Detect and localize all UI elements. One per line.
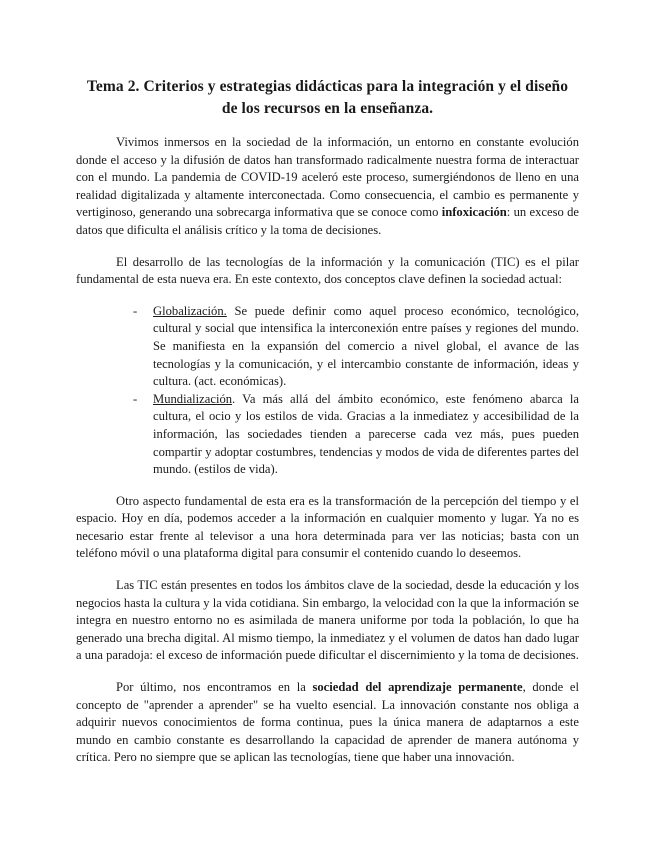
bullet-dash: - [133, 391, 138, 406]
paragraph-3-text: Otro aspecto fundamental de esta era es la transformación de la percepción del tiempo y el espacio. Hoy en día, podemos acceder a la información en cualquier momento y lugar. Ya no es necesario estar frente al televisor a una hora determinada para ver las noticias; basta con un teléfono móvil o una plataforma digital para consumir el contenido cuando lo deseemos. [76, 493, 579, 561]
paragraph-1-text-a: Vivimos inmersos en la sociedad de la información, un entorno en constante evolución donde el acceso y la difusión de datos han transformado radicalmente nuestra forma de interactuar con el mundo. La pandemia de COVID-19 aceleró este proceso, sumergiéndonos de lleno en una realidad digitalizada y altamente interconectada. Como consecuencia, el cambio es permanente y vertiginoso, generando una sobrecarga informativa que se conoce como [76, 135, 579, 220]
paragraph-4 [76, 577, 579, 665]
title-line-1: Tema 2. Criterios y estrategias didácticas para la integración y el diseño [86, 78, 569, 95]
list-item-text: Se puede definir como aquel proceso económico, tecnológico, cultural y social que intensifica la interconexión entre países y regiones del mundo. Se manifiesta en la expansión del comercio a nivel global, el avance de las tecnologías y la comunicación, y el intercambio constante de información, ideas y cultura. (act. económicas). [153, 303, 579, 389]
paragraph-3 [76, 493, 579, 563]
paragraph-2 [76, 254, 579, 289]
list-item-globalizacion [133, 303, 579, 391]
paragraph-1 [76, 134, 579, 240]
paragraph-4-text: Las TIC están presentes en todos los ámbitos clave de la sociedad, desde la educación y los negocios hasta la cultura y la vida cotidiana. Sin embargo, la velocidad con la que la información se integra en nuestro entorno no es asimilada de manera uniforme por toda la población, lo que ha generado una brecha digital. Al mismo tiempo, la inmediatez y el volumen de datos han dado lugar a una paradoja: el exceso de información puede dificultar el discernimiento y la toma de decisiones. [76, 578, 579, 663]
concepts-list [76, 303, 579, 479]
list-item-mundializacion [133, 391, 579, 479]
paragraph-2-text: El desarrollo de las tecnologías de la información y la comunicación (TIC) es el pilar fundamental de esta nueva era. En este contexto, dos conceptos clave definen la sociedad actual: [76, 254, 579, 287]
list-item-text: . Va más allá del ámbito económico, este fenómeno abarca la cultura, el ocio y los estilos de vida. Gracias a la inmediatez y accesibilidad de la información, las sociedades tienden a parecerse cada vez más, pues pueden compartir y adoptar costumbres, tendencias y modos de vida de diferentes partes del mundo. (estilos de vida). [153, 391, 579, 477]
paragraph-1-text-b: : un exceso de datos que dificulta el análisis crítico y la toma de decisiones. [76, 205, 579, 237]
term-globalizacion: Globalización. [153, 303, 227, 318]
term-mundializacion: Mundialización [153, 391, 233, 406]
title-line-2: de los recursos en la enseñanza. [221, 100, 434, 117]
paragraph-5-text-a: Por último, nos encontramos en la [116, 680, 313, 695]
term-aprendizaje-permanente: sociedad del aprendizaje permanente [312, 680, 523, 695]
paragraph-5-text-b: , donde el concepto de "aprender a aprender" se ha vuelto esencial. La innovación constante nos obliga a adquirir nuevos conocimientos de forma continua, pues la única manera de adaptarnos a este mundo en cambio constante es desarrollando la capacidad de aprender de manera autónoma y crítica. Pero no siempre que se aplican las tecnologías, tiene que haber una innovación. [76, 680, 579, 765]
paragraph-5 [76, 679, 579, 767]
document-title [76, 76, 579, 120]
term-infoxicacion: infoxicación [441, 205, 507, 220]
bullet-dash: - [133, 303, 138, 318]
